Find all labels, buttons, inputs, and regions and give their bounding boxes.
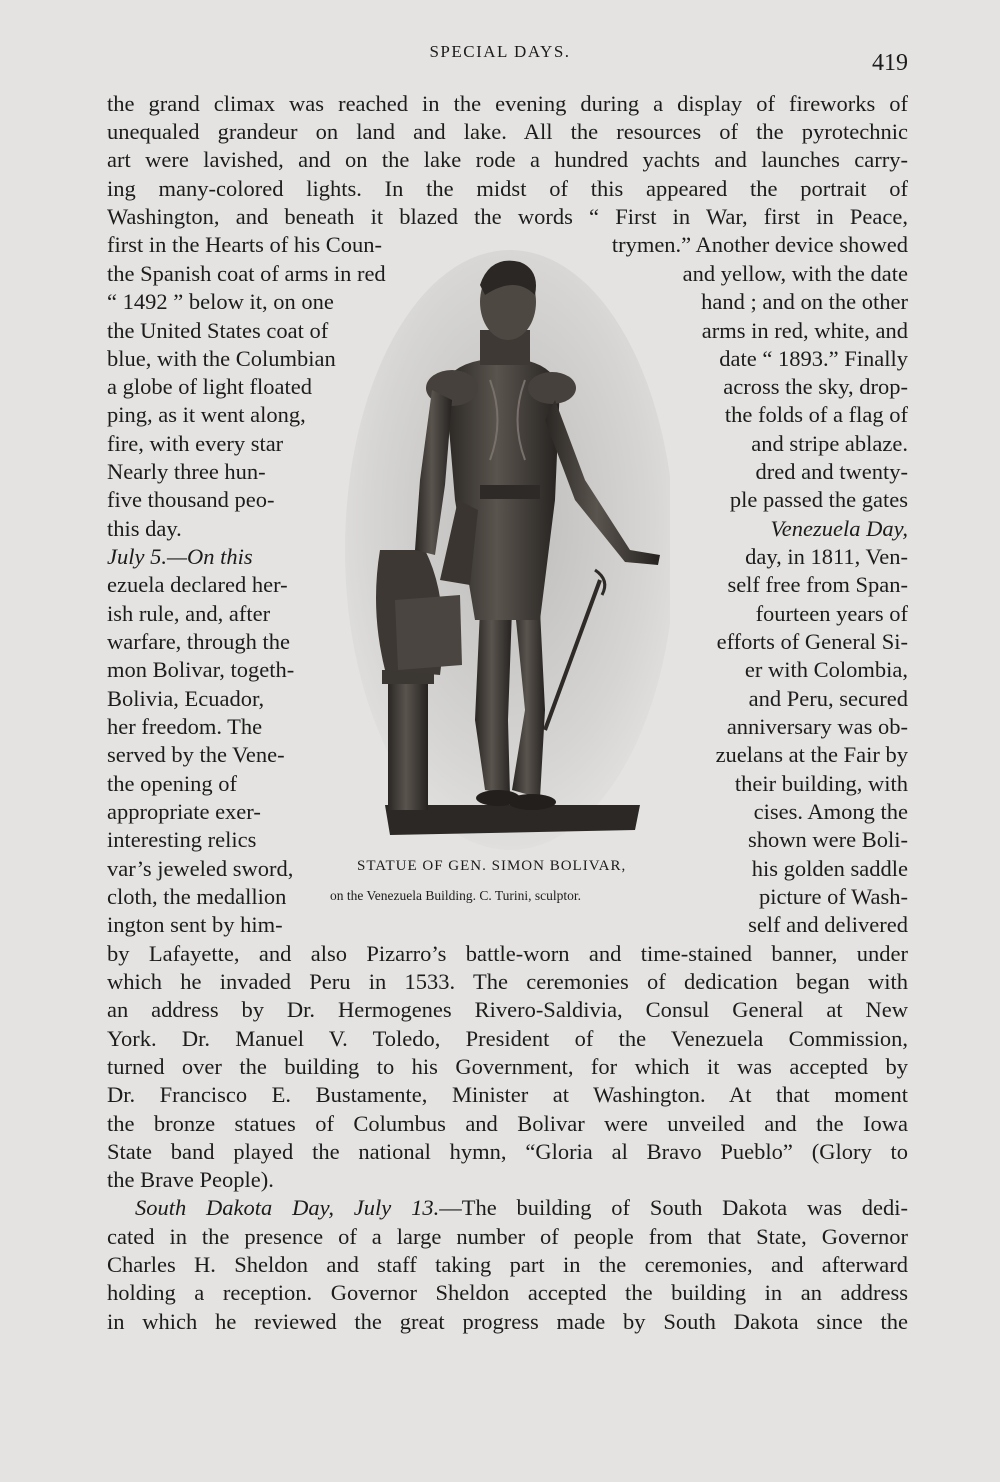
left-column-line: blue, with the Columbian <box>107 346 336 371</box>
body-line: the grand climax was reached in the evening during a display of fireworks of <box>107 91 908 116</box>
right-column-line: self free from Span- <box>727 572 908 597</box>
body-line: Dr. Francisco E. Bustamente, Minister at Washington. At that moment <box>107 1082 908 1107</box>
left-column-line-italic: July 5.—On this <box>107 544 253 569</box>
body-line: Washington, and beneath it blazed the words “ First in War, first in Peace, <box>107 204 908 229</box>
right-column-line: arms in red, white, and <box>701 318 908 343</box>
left-column-line: mon Bolivar, togeth- <box>107 657 295 682</box>
left-column-line: ping, as it went along, <box>107 402 306 427</box>
left-column-line: ezuela declared her- <box>107 572 288 597</box>
left-column-line: Bolivia, Ecuador, <box>107 686 265 711</box>
left-column-line: the United States coat of <box>107 318 329 343</box>
right-column-line: their building, with <box>734 771 908 796</box>
body-line: State band played the national hymn, “Gloria al Bravo Pueblo” (Glory to <box>107 1139 908 1164</box>
right-column-line: fourteen years of <box>755 601 908 626</box>
right-column-line: self and delivered <box>748 912 908 937</box>
right-column-line: er with Colombia, <box>744 657 908 682</box>
figure-caption-title: STATUE OF GEN. SIMON BOLIVAR, <box>357 858 627 874</box>
left-column-line: ish rule, and, after <box>107 601 271 626</box>
lead-rest: —The building of South Dakota was dedi- <box>439 1195 908 1220</box>
right-column-line: cises. Among the <box>753 799 908 824</box>
paragraph-lead-line <box>107 1194 908 1222</box>
right-column-line: hand ; and on the other <box>701 289 908 314</box>
body-line: which he invaded Peru in 1533. The ceremonies of dedication began with <box>107 969 908 994</box>
left-column-line: cloth, the medallion <box>107 884 287 909</box>
right-column-line: date “ 1893.” Finally <box>719 346 908 371</box>
italic-lead: South Dakota Day, July 13. <box>135 1195 440 1220</box>
left-column-line: served by the Vene- <box>107 742 285 767</box>
left-column-line: a globe of light floated <box>107 374 312 399</box>
right-column-line: picture of Wash- <box>759 884 908 909</box>
body-line: art were lavished, and on the lake rode a hundred yachts and launches carry- <box>107 147 908 172</box>
left-column-line: var’s jeweled sword, <box>107 856 294 881</box>
right-column-line: day, in 1811, Ven- <box>745 544 908 569</box>
left-column-line: first in the Hearts of his Coun- <box>107 232 382 257</box>
right-column-line: and yellow, with the date <box>682 261 908 286</box>
body-line: holding a reception. Governor Sheldon accepted the building in an address <box>107 1280 908 1305</box>
left-column-line: the Spanish coat of arms in red <box>107 261 386 286</box>
body-line: by Lafayette, and also Pizarro’s battle-worn and time-stained banner, under <box>107 941 908 966</box>
right-column-line: and Peru, secured <box>748 686 908 711</box>
running-head: SPECIAL DAYS. <box>429 42 571 61</box>
right-column-line: anniversary was ob- <box>726 714 908 739</box>
right-column-line: zuelans at the Fair by <box>715 742 908 767</box>
left-column-line: the opening of <box>107 771 237 796</box>
left-column-line: her freedom. The <box>107 714 263 739</box>
left-column-line: warfare, through the <box>107 629 291 654</box>
body-line: cated in the presence of a large number of people from that State, Governor <box>107 1224 908 1249</box>
page-number: 419 <box>872 50 908 76</box>
body-line: in which he reviewed the great progress made by South Dakota since the <box>107 1309 908 1334</box>
body-line: an address by Dr. Hermogenes Rivero-Saldivia, Consul General at New <box>107 997 908 1022</box>
left-column-line: Nearly three hun- <box>107 459 266 484</box>
body-line: ing many-colored lights. In the midst of this appeared the portrait of <box>107 176 908 201</box>
body-line: unequaled grandeur on land and lake. All the resources of the pyrotechnic <box>107 119 908 144</box>
right-column-line: his golden saddle <box>751 856 908 881</box>
body-line: York. Dr. Manuel V. Toledo, President of the Venezuela Commission, <box>107 1026 908 1051</box>
right-column-line: ple passed the gates <box>729 487 908 512</box>
figure-caption-credit: on the Venezuela Building. C. Turini, sculptor. <box>330 888 581 903</box>
body-line: the bronze statues of Columbus and Bolivar were unveiled and the Iowa <box>107 1111 908 1136</box>
body-line: the Brave People). <box>107 1167 274 1192</box>
left-column-line: fire, with every star <box>107 431 284 456</box>
right-column-line: and stripe ablaze. <box>751 431 908 456</box>
left-column-line: five thousand peo- <box>107 487 275 512</box>
right-column-line: dred and twenty- <box>755 459 908 484</box>
right-column-line: efforts of General Si- <box>716 629 908 654</box>
bolivar-statue-illustration <box>340 250 670 850</box>
right-column-line-italic: Venezuela Day, <box>770 516 908 541</box>
left-column-line: interesting relics <box>107 827 257 852</box>
left-column-line: this day. <box>107 516 182 541</box>
right-column-line: trymen.” Another device showed <box>611 232 908 257</box>
left-column-line: “ 1492 ” below it, on one <box>107 289 334 314</box>
right-column-line: the folds of a flag of <box>724 402 908 427</box>
right-column-line: across the sky, drop- <box>723 374 908 399</box>
body-line: turned over the building to his Government, for which it was accepted by <box>107 1054 908 1079</box>
left-column-line: appropriate exer- <box>107 799 261 824</box>
right-column-line: shown were Boli- <box>748 827 908 852</box>
body-line: Charles H. Sheldon and staff taking part in the ceremonies, and afterward <box>107 1252 908 1277</box>
left-column-line: ington sent by him- <box>107 912 283 937</box>
